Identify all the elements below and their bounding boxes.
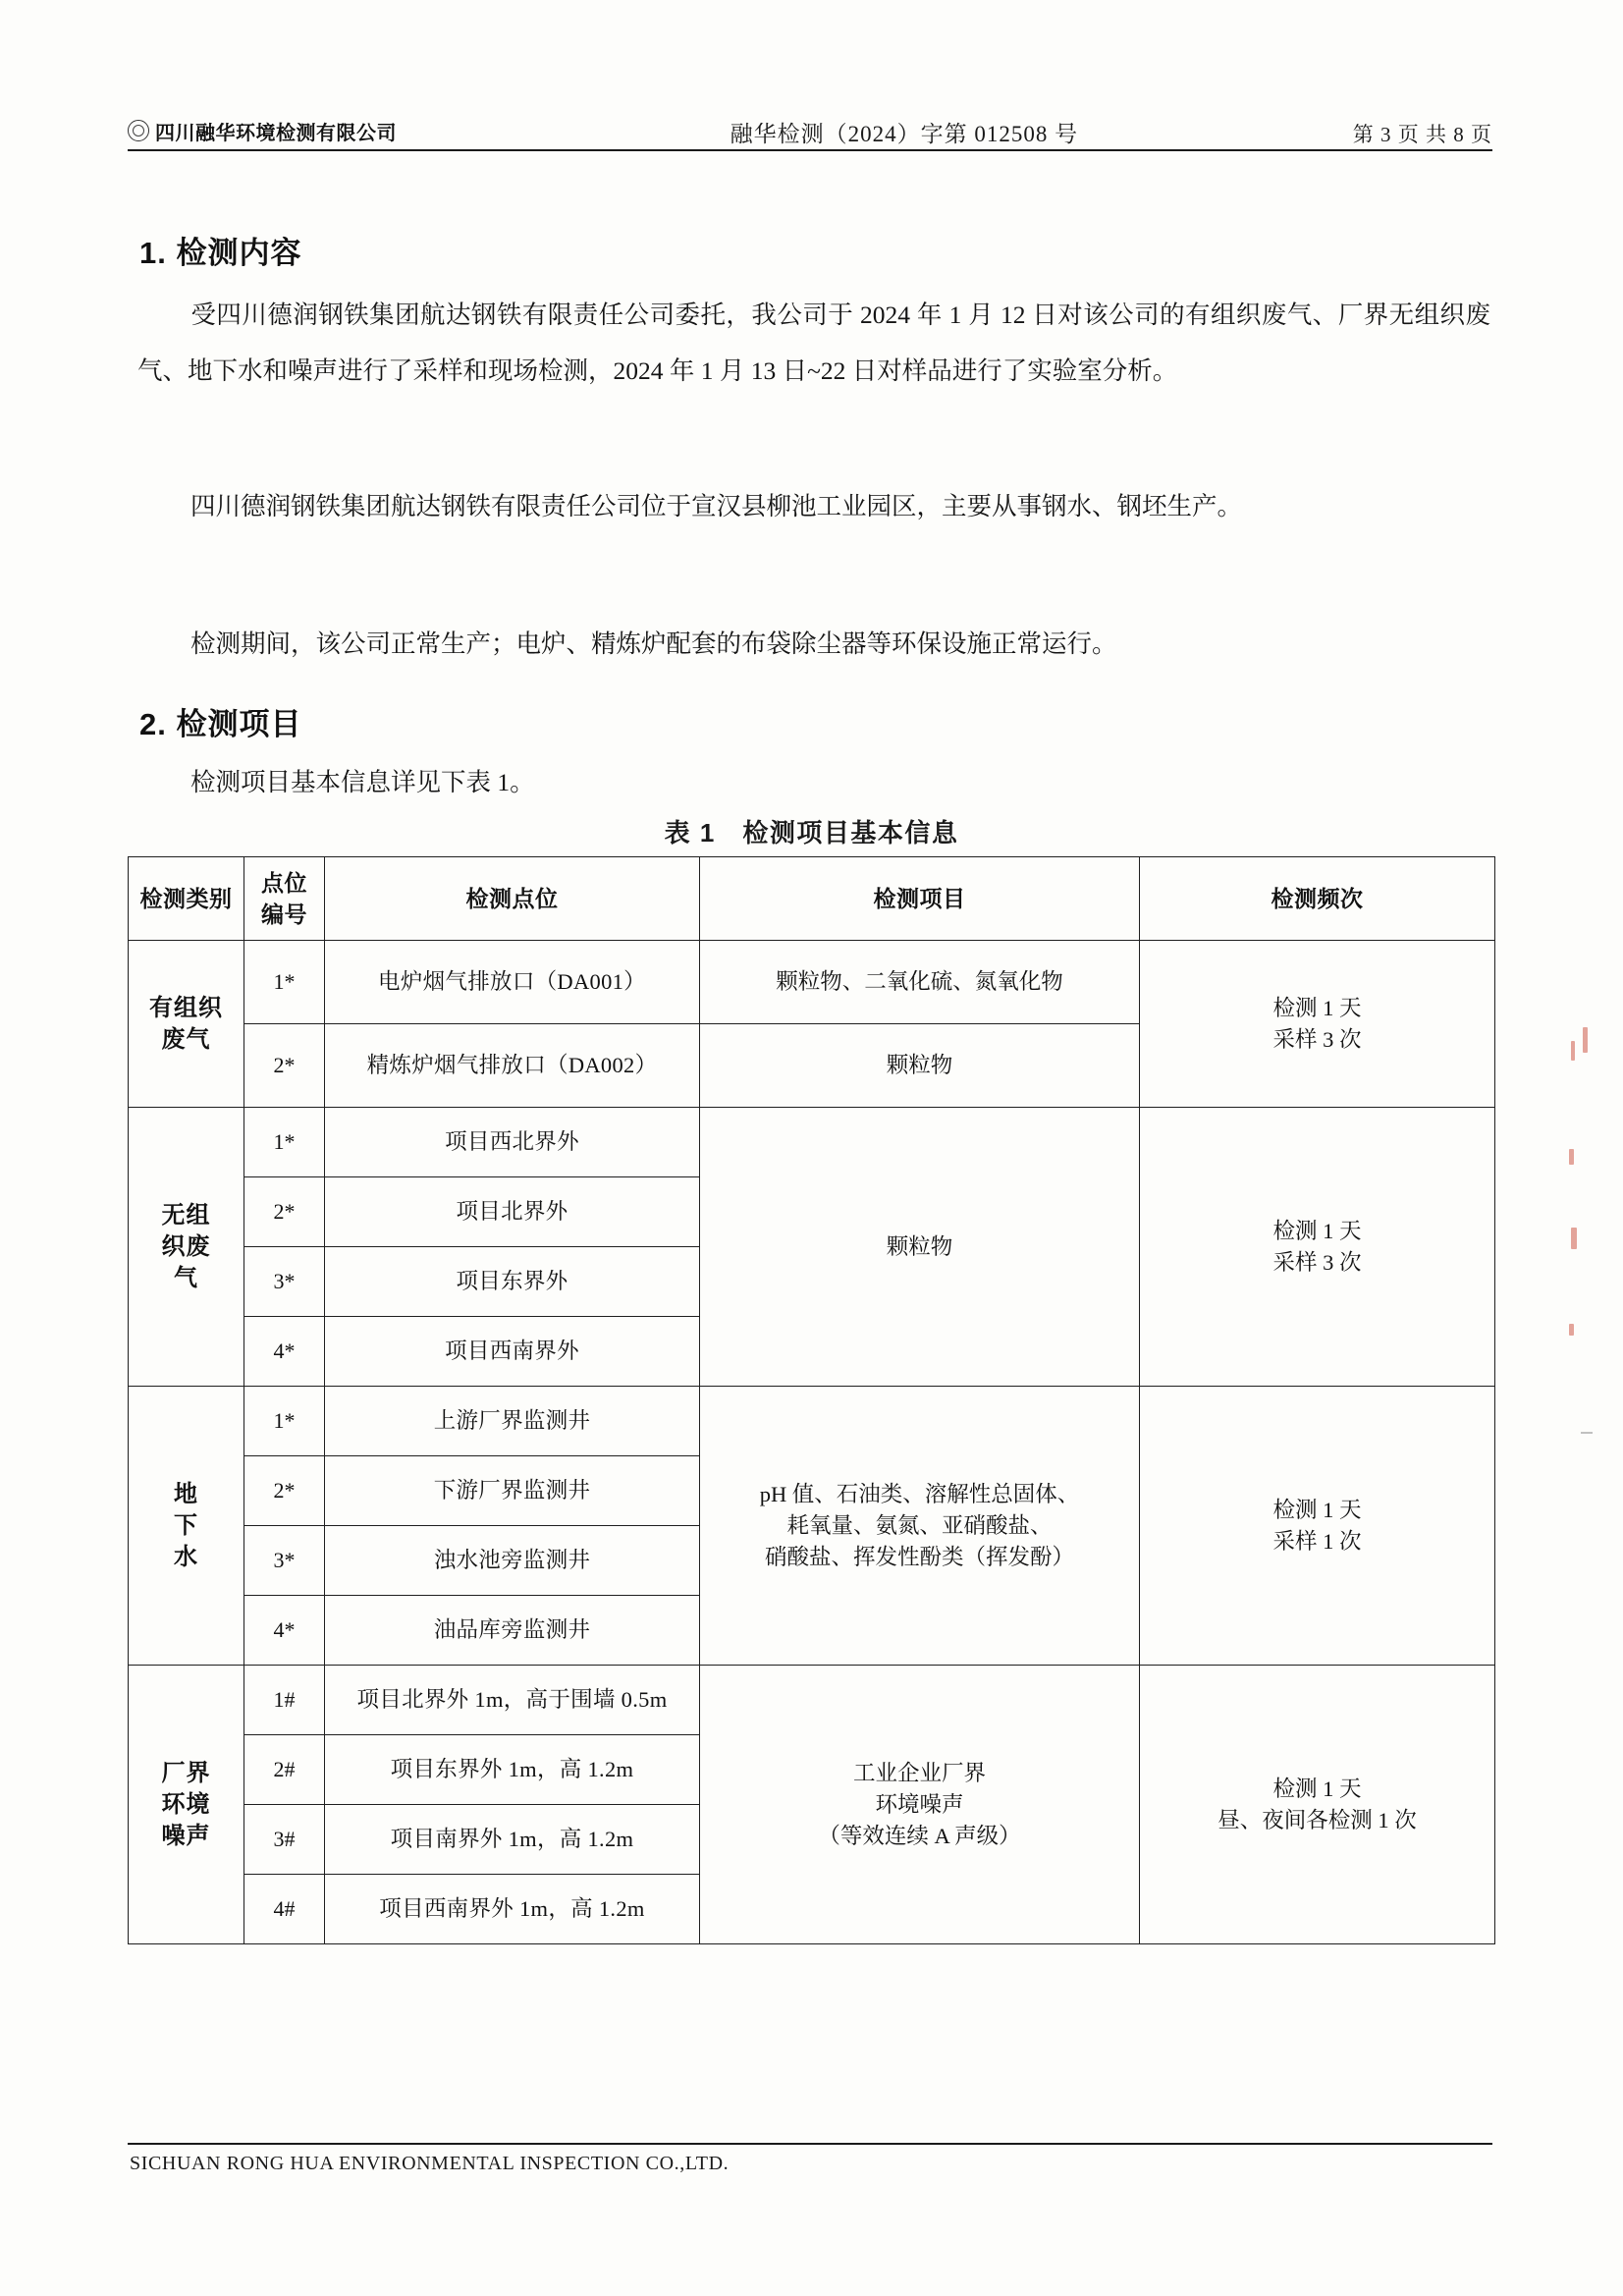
company-logo-icon bbox=[128, 120, 149, 141]
cell-point-no: 4# bbox=[244, 1875, 325, 1944]
cell-items: pH 值、石油类、溶解性总固体、 耗氧量、氨氮、亚硝酸盐、 硝酸盐、挥发性酚类（挥发酚） bbox=[700, 1387, 1140, 1666]
cell-point: 项目西南界外 bbox=[325, 1317, 700, 1387]
cell-frequency: 检测 1 天 采样 3 次 bbox=[1140, 1108, 1495, 1387]
col-header-point: 检测点位 bbox=[325, 857, 700, 941]
paragraph-text: 检测项目基本信息详见下表 1。 bbox=[190, 768, 535, 796]
cell-items: 颗粒物、二氧化硫、氮氧化物 bbox=[700, 941, 1140, 1024]
cell-category: 无组 织废 气 bbox=[129, 1108, 244, 1387]
detection-items-table bbox=[128, 856, 1495, 1944]
cell-point: 上游厂界监测井 bbox=[325, 1387, 700, 1456]
cell-point: 项目西南界外 1m，高 1.2m bbox=[325, 1875, 700, 1944]
table-caption: 表 1 检测项目基本信息 bbox=[664, 818, 959, 847]
cell-point-no: 1# bbox=[244, 1666, 325, 1735]
company-name: 四川融华环境检测有限公司 bbox=[155, 122, 397, 144]
section-2-heading: 2. 检测项目 bbox=[139, 707, 302, 741]
margin-speck bbox=[1569, 1149, 1574, 1165]
cell-point-no: 4* bbox=[244, 1317, 325, 1387]
section-2-paragraph-1 bbox=[137, 754, 1490, 810]
paragraph-text: 四川德润钢铁集团航达钢铁有限责任公司位于宣汉县柳池工业园区，主要从事钢水、钢坯生产。 bbox=[190, 492, 1243, 520]
cell-frequency: 检测 1 天 采样 1 次 bbox=[1140, 1387, 1495, 1666]
cell-point-no: 4* bbox=[244, 1596, 325, 1666]
section-1-paragraph-3 bbox=[137, 616, 1490, 672]
table-row bbox=[129, 941, 1495, 1024]
section-1-heading: 1. 检测内容 bbox=[139, 236, 302, 270]
cell-point-no: 1* bbox=[244, 941, 325, 1024]
header-divider bbox=[128, 149, 1492, 151]
cell-point: 电炉烟气排放口（DA001） bbox=[325, 941, 700, 1024]
cell-category: 有组织 废气 bbox=[129, 941, 244, 1108]
cell-items: 工业企业厂界 环境噪声 （等效连续 A 声级） bbox=[700, 1666, 1140, 1944]
section-1-paragraph-1 bbox=[137, 287, 1490, 399]
document-number: 融华检测（2024）字第 012508 号 bbox=[730, 122, 1079, 146]
table-row bbox=[129, 1108, 1495, 1177]
col-header-items: 检测项目 bbox=[700, 857, 1140, 941]
col-header-frequency: 检测频次 bbox=[1140, 857, 1495, 941]
cell-point-no: 2* bbox=[244, 1456, 325, 1526]
cell-category: 厂界 环境 噪声 bbox=[129, 1666, 244, 1944]
cell-category: 地 下 水 bbox=[129, 1387, 244, 1666]
col-header-category: 检测类别 bbox=[129, 857, 244, 941]
cell-items: 颗粒物 bbox=[700, 1108, 1140, 1387]
cell-point-no: 2# bbox=[244, 1735, 325, 1805]
cell-point-no: 3# bbox=[244, 1805, 325, 1875]
cell-point-no: 2* bbox=[244, 1177, 325, 1247]
cell-point-no: 1* bbox=[244, 1108, 325, 1177]
cell-items: 颗粒物 bbox=[700, 1024, 1140, 1108]
cell-point: 项目南界外 1m，高 1.2m bbox=[325, 1805, 700, 1875]
cell-point: 项目东界外 bbox=[325, 1247, 700, 1317]
cell-point: 项目东界外 1m，高 1.2m bbox=[325, 1735, 700, 1805]
table-row bbox=[129, 1387, 1495, 1456]
paragraph-text: 检测期间，该公司正常生产；电炉、精炼炉配套的布袋除尘器等环保设施正常运行。 bbox=[190, 629, 1117, 658]
margin-speck bbox=[1583, 1027, 1588, 1053]
margin-speck bbox=[1571, 1228, 1577, 1249]
table-header-row bbox=[129, 857, 1495, 941]
cell-point: 项目西北界外 bbox=[325, 1108, 700, 1177]
cell-point-no: 2* bbox=[244, 1024, 325, 1108]
cell-point: 项目北界外 1m，高于围墙 0.5m bbox=[325, 1666, 700, 1735]
table-row bbox=[129, 1666, 1495, 1735]
cell-point: 项目北界外 bbox=[325, 1177, 700, 1247]
cell-frequency: 检测 1 天 昼、夜间各检测 1 次 bbox=[1140, 1666, 1495, 1944]
footer-company-en: SICHUAN RONG HUA ENVIRONMENTAL INSPECTION CO.,LTD. bbox=[130, 2153, 730, 2174]
col-header-point-no: 点位 编号 bbox=[244, 857, 325, 941]
paragraph-text: 受四川德润钢铁集团航达钢铁有限责任公司委托，我公司于 2024 年 1 月 12 日对该公司的有组织废气、厂界无组织废气、地下水和噪声进行了采样和现场检测，2024 年 1 月 13 日~22 日对样品进行了实验室分析。 bbox=[137, 301, 1490, 385]
section-1-paragraph-2 bbox=[137, 478, 1490, 534]
cell-point-no: 3* bbox=[244, 1247, 325, 1317]
cell-frequency: 检测 1 天 采样 3 次 bbox=[1140, 941, 1495, 1108]
company-name-block bbox=[128, 117, 397, 145]
cell-point-no: 1* bbox=[244, 1387, 325, 1456]
page-header bbox=[128, 116, 1492, 148]
cell-point: 浊水池旁监测井 bbox=[325, 1526, 700, 1596]
margin-speck bbox=[1569, 1324, 1574, 1336]
cell-point: 油品库旁监测井 bbox=[325, 1596, 700, 1666]
cell-point: 精炼炉烟气排放口（DA002） bbox=[325, 1024, 700, 1108]
cell-point-no: 3* bbox=[244, 1526, 325, 1596]
cell-point: 下游厂界监测井 bbox=[325, 1456, 700, 1526]
page-number: 第 3 页 共 8 页 bbox=[1352, 123, 1492, 146]
footer-divider bbox=[128, 2143, 1492, 2145]
edge-tick bbox=[1581, 1432, 1593, 1434]
margin-speck bbox=[1571, 1041, 1575, 1061]
